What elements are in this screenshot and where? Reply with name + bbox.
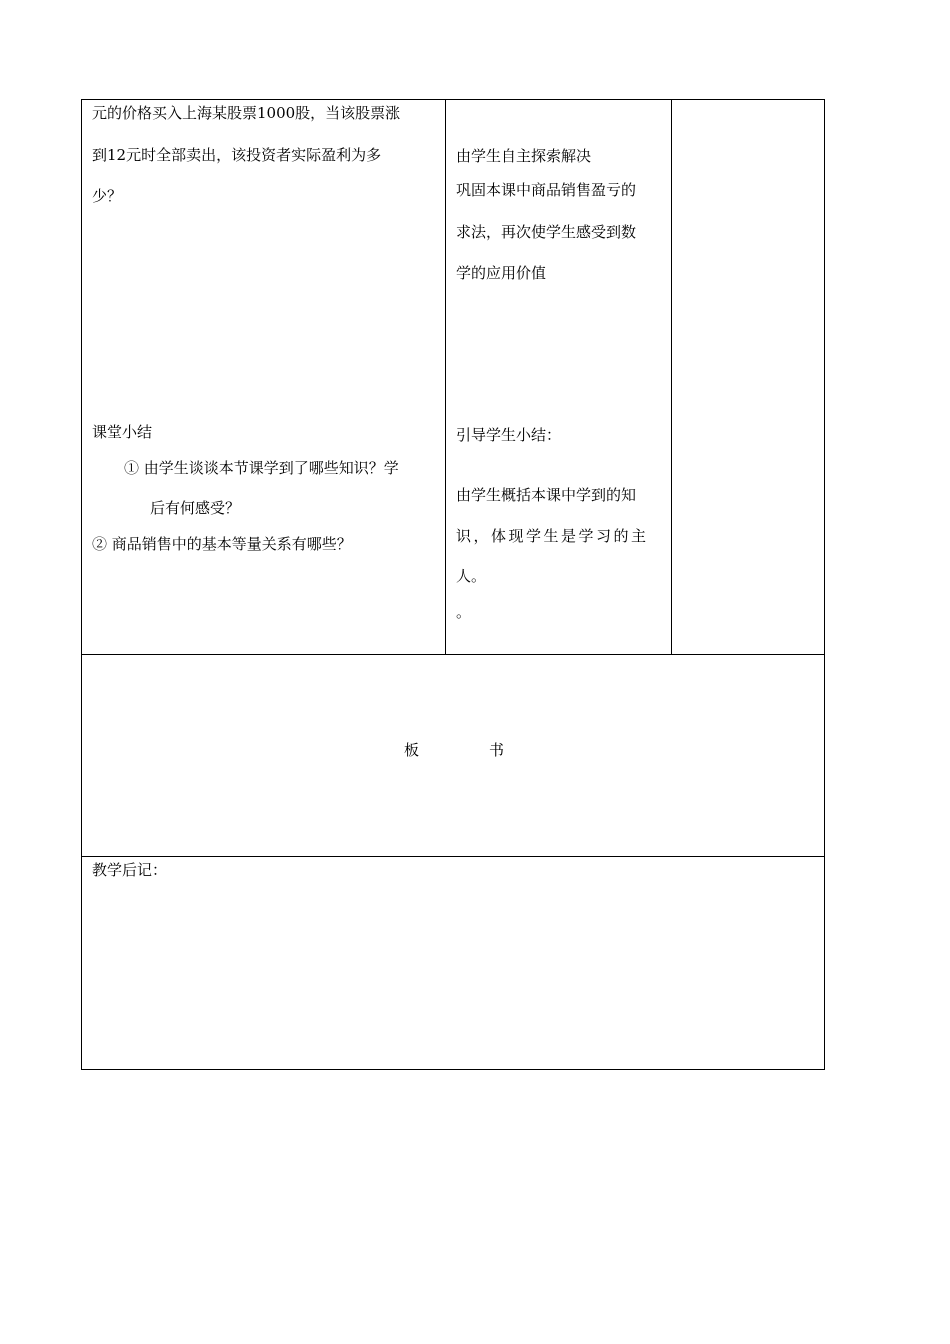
summary-item-1: ① 由学生谈谈本节课学到了哪些知识？学 bbox=[124, 459, 399, 477]
guide-line-3: 人。 bbox=[456, 567, 487, 585]
problem-line-2: 到12元时全部卖出，该投资者实际盈利为多 bbox=[92, 146, 382, 164]
problem-line-1: 元的价格买入上海某股票1000股，当该股票涨 bbox=[92, 104, 401, 122]
method-line-1: 由学生自主探索解决 bbox=[456, 147, 592, 165]
guide-line-4: 。 bbox=[456, 603, 472, 621]
teaching-notes-title: 教学后记： bbox=[92, 861, 168, 879]
method-line-3: 求法，再次使学生感受到数 bbox=[456, 223, 637, 241]
row-divider-board bbox=[81, 654, 825, 655]
lesson-plan-table bbox=[81, 99, 825, 1070]
column-divider-2 bbox=[671, 99, 672, 655]
summary-title: 课堂小结 bbox=[92, 423, 153, 441]
guide-title: 引导学生小结： bbox=[456, 426, 562, 444]
column-divider-1 bbox=[445, 99, 446, 655]
board-heading-char-1: 板 bbox=[404, 741, 420, 759]
method-line-4: 学的应用价值 bbox=[456, 264, 547, 282]
problem-line-3: 少？ bbox=[92, 187, 123, 205]
guide-line-1: 由学生概括本课中学到的知 bbox=[456, 486, 637, 504]
method-line-2: 巩固本课中商品销售盈亏的 bbox=[456, 181, 637, 199]
board-heading-char-2: 书 bbox=[489, 741, 505, 759]
summary-item-2: ② 商品销售中的基本等量关系有哪些？ bbox=[92, 535, 352, 553]
guide-line-2: 识，体现学生是学习的主 bbox=[456, 527, 649, 545]
summary-item-1-continued: 后有何感受？ bbox=[150, 499, 241, 517]
row-divider-notes bbox=[81, 856, 825, 857]
